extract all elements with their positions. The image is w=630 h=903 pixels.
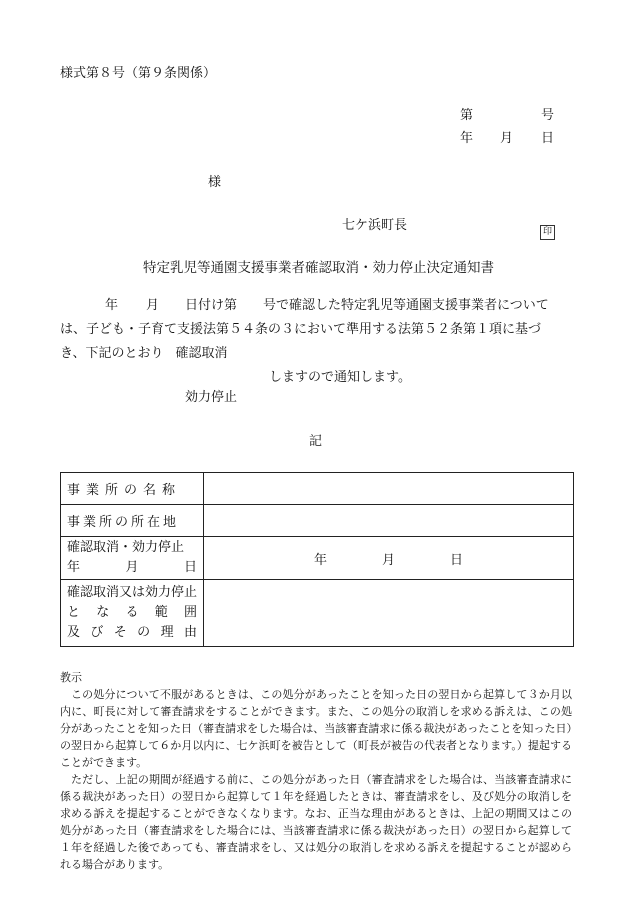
body-line-2: は、子ども・子育て支援法第５４条の３において準用する法第５２条第１項に基づ xyxy=(60,322,542,337)
notice-heading: 教示 xyxy=(60,671,82,684)
seal-icon: 印 xyxy=(540,225,555,240)
table-row xyxy=(61,580,574,647)
body-month: 月 xyxy=(146,298,160,313)
label-facility-name: 事業所の名称 xyxy=(61,473,204,505)
seal-mark xyxy=(540,219,555,240)
option-cancel: 確認取消 xyxy=(175,346,228,361)
value-scope-reason xyxy=(204,580,574,647)
notice-paragraph-1: この処分について不服があるときは、この処分があったことを知った日の翌日から起算して３か月以内に、町長に対して審査請求をすることができます。また、この処分の取消しを求める訴えは、この処分があったことを知った日（審査請求をした場合は、当該審査請求に係る裁決があったことを知った日）の翌日から起算して６か月以内に、七ケ浜町を被告として（町長が被告の代表者となります。）提起することができます。 xyxy=(60,688,572,769)
form-number: 様式第８号（第９条関係） xyxy=(60,66,217,81)
sender-name: 七ケ浜町長 xyxy=(342,218,408,233)
body-dated: 日付け第 xyxy=(185,298,238,313)
table-row xyxy=(61,505,574,537)
value-decision-date: 年 月 日 xyxy=(204,537,574,580)
label-scope-reason: 確認取消又は効力停止 と な る 範 囲 及 び そ の 理 由 xyxy=(61,580,204,647)
appeal-notice xyxy=(60,669,572,873)
value-facility-address xyxy=(204,505,574,537)
body-line-3: き、下記のとおり 確認取消 xyxy=(60,346,228,361)
body-year: 年 xyxy=(105,298,119,313)
table-row xyxy=(61,537,574,580)
details-table xyxy=(60,472,574,647)
document-number-suffix: 号 xyxy=(541,108,555,123)
table-row xyxy=(61,473,574,505)
notice-paragraph-2: ただし、上記の期間が経過する前に、この処分があった日（審査請求をした場合は、当該審査請求に係る裁決があった日）の翌日から起算して１年を経過したときは、審査請求をし、及び処分の取消しを求める訴えを提起することができなくなります。なお、正当な理由があるときは、上記の期間又はこの処分があった日（審査請求をした場合には、当該審査請求に係る裁決があった日）の翌日から起算して１年を経過した後であっても、審査請求をし、又は処分の取消しを求める訴えを提起することが認められる場合があります。 xyxy=(60,773,572,871)
addressee-honorific: 様 xyxy=(208,175,222,190)
value-facility-name xyxy=(204,473,574,505)
body-line-1 xyxy=(60,294,575,318)
body-text xyxy=(60,294,575,366)
label-facility-address: 事業所の所在地 xyxy=(61,505,204,537)
document-number-label: 第 xyxy=(460,108,474,123)
body-rest: 号で確認した特定乳児等通園支援事業者について xyxy=(263,298,549,313)
document-title: 特定乳児等通園支援事業者確認取消・効力停止決定通知書 xyxy=(143,260,494,276)
date-month-label: 月 xyxy=(500,131,514,146)
ki-heading: 記 xyxy=(309,434,323,449)
date-day-label: 日 xyxy=(541,131,555,146)
date-year-label: 年 xyxy=(460,131,474,146)
option-suspend: 効力停止 xyxy=(185,390,238,405)
label-decision-date: 確認取消・効力停止 年 月 日 xyxy=(61,537,204,580)
body-continuation: しますので通知します。 xyxy=(269,370,411,385)
